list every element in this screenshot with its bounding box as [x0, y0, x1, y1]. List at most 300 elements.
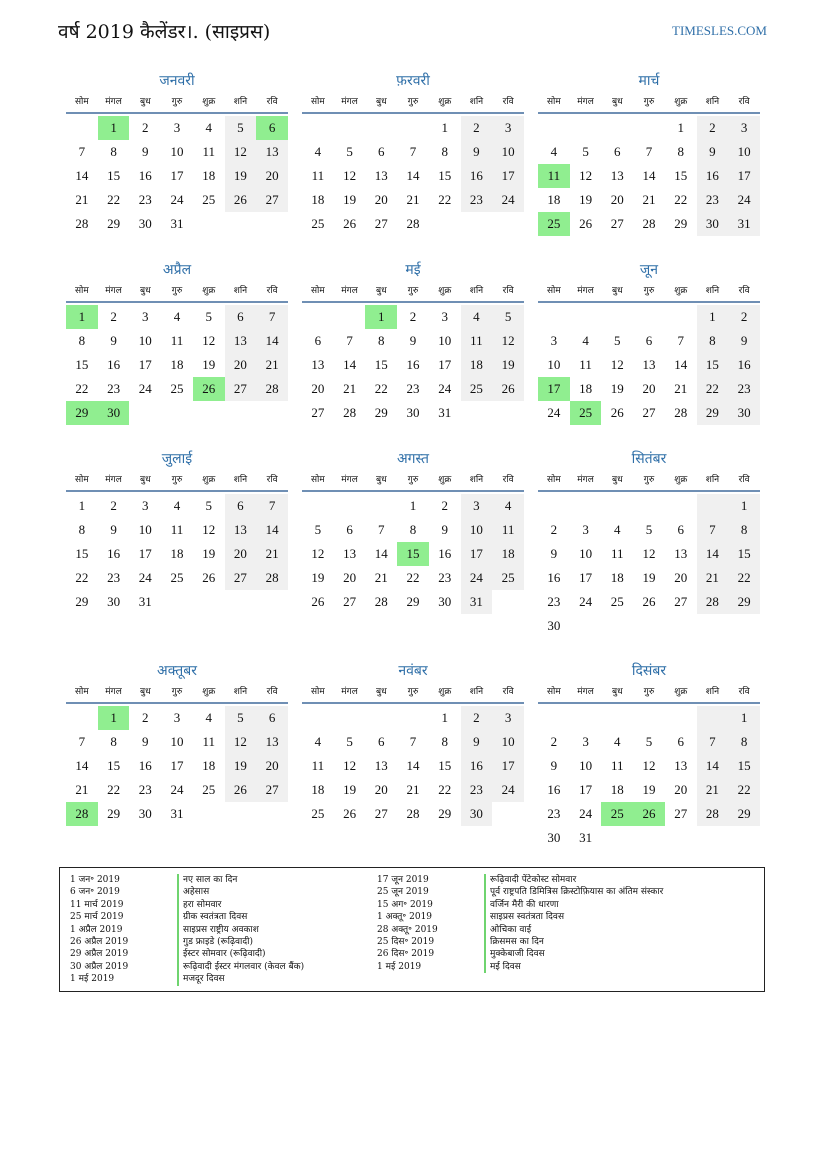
day-cell: 21	[343, 381, 357, 396]
day-cell: 9	[441, 522, 448, 537]
day-cell: 12	[225, 140, 257, 164]
day-cell: 3	[582, 734, 589, 749]
day-cell: 8	[697, 329, 729, 353]
day-cell: 23	[461, 778, 493, 802]
empty-cell	[633, 706, 665, 730]
day-grid	[538, 116, 760, 236]
day-cell: 11	[579, 357, 592, 372]
day-cell: 30	[138, 216, 152, 231]
empty-cell	[334, 706, 366, 730]
day-cell: 3	[173, 710, 181, 725]
legend-row	[70, 961, 304, 973]
day-cell: 25	[461, 377, 493, 401]
weekday-label: सोम	[74, 687, 89, 697]
day-cell: 11	[311, 758, 325, 773]
weekday-label: सोम	[310, 286, 325, 296]
weekday-label: मंगल	[341, 97, 358, 107]
holiday-day-cell: 30	[98, 401, 130, 425]
day-cell: 11	[461, 329, 493, 353]
day-cell: 30	[438, 594, 452, 609]
day-cell: 12	[225, 730, 257, 754]
day-cell: 18	[202, 168, 216, 183]
empty-cell	[302, 706, 334, 730]
month-block	[538, 448, 760, 638]
day-cell: 8	[441, 144, 448, 159]
empty-cell	[697, 706, 729, 730]
weekday-label: बुध	[611, 687, 623, 697]
day-cell: 1	[728, 706, 760, 730]
weekday-label: गुरु	[171, 475, 183, 485]
holiday-day-cell: 1	[365, 305, 397, 329]
day-cell: 12	[642, 546, 656, 561]
day-cell: 5	[225, 706, 257, 730]
day-cell: 23	[138, 192, 152, 207]
day-cell: 27	[674, 594, 688, 609]
weekday-label: शनि	[233, 97, 248, 107]
legend-holiday-name: साइप्रस राष्ट्रीय अवकाश	[177, 924, 259, 936]
day-cell: 22	[728, 778, 760, 802]
day-cell: 7	[697, 730, 729, 754]
day-cell: 11	[611, 758, 624, 773]
day-cell: 22	[107, 192, 121, 207]
day-cell: 4	[205, 710, 212, 725]
day-cell: 15	[75, 546, 89, 561]
day-cell: 30	[547, 830, 561, 845]
site-link[interactable]: TIMESLES.COM	[672, 23, 767, 38]
weekday-label: रवि	[266, 286, 278, 296]
day-cell: 20	[610, 192, 624, 207]
weekday-label: रवि	[266, 97, 278, 107]
day-cell: 6	[314, 333, 322, 348]
day-cell: 13	[256, 730, 288, 754]
legend-row	[70, 948, 304, 960]
day-cell: 14	[674, 357, 688, 372]
day-cell: 23	[107, 570, 121, 585]
legend-date: 26 अप्रैल 2019	[70, 937, 129, 948]
day-cell: 2	[110, 498, 117, 513]
day-cell: 23	[728, 377, 760, 401]
day-cell: 6	[378, 144, 385, 159]
day-grid	[66, 116, 288, 236]
day-cell: 12	[343, 168, 357, 183]
legend-row	[70, 924, 304, 936]
day-cell: 10	[138, 333, 152, 348]
day-cell: 16	[107, 357, 121, 372]
empty-cell	[665, 305, 697, 329]
weekday-label: मंगल	[105, 475, 122, 485]
day-cell: 26	[492, 377, 524, 401]
day-cell: 7	[78, 734, 86, 749]
weekday-label: रवि	[266, 687, 278, 697]
day-cell: 7	[378, 522, 385, 537]
day-cell: 11	[311, 168, 325, 183]
day-cell: 8	[441, 734, 448, 749]
day-cell: 19	[225, 754, 257, 778]
day-cell: 28	[256, 377, 288, 401]
weekday-label: शनि	[705, 475, 720, 485]
day-cell: 3	[492, 706, 524, 730]
day-cell: 23	[697, 188, 729, 212]
day-cell: 1	[441, 120, 448, 135]
empty-cell	[334, 305, 366, 329]
day-cell: 24	[170, 192, 184, 207]
legend-holiday-name: हरा सोमवार	[177, 899, 221, 911]
day-cell: 9	[550, 758, 558, 773]
day-cell: 21	[642, 192, 656, 207]
day-grid	[538, 305, 760, 425]
day-cell: 24	[547, 405, 561, 420]
day-cell: 18	[202, 758, 216, 773]
weekday-label: शुक्र	[202, 97, 216, 107]
empty-cell	[601, 706, 633, 730]
month-block	[302, 70, 524, 236]
day-cell: 20	[225, 353, 257, 377]
day-cell: 24	[728, 188, 760, 212]
day-cell: 13	[642, 357, 656, 372]
day-cell: 20	[343, 570, 357, 585]
day-cell: 12	[311, 546, 325, 561]
day-cell: 23	[547, 594, 561, 609]
day-cell: 25	[492, 566, 524, 590]
day-cell: 11	[202, 734, 215, 749]
day-cell: 19	[225, 164, 257, 188]
day-cell: 13	[311, 357, 325, 372]
day-cell: 6	[614, 144, 621, 159]
weekday-label: गुरु	[643, 286, 655, 296]
day-cell: 8	[728, 730, 760, 754]
legend-holiday-name: ओचिका वाई	[484, 924, 531, 936]
day-cell: 23	[438, 570, 452, 585]
weekday-label: बुध	[375, 687, 387, 697]
month-block	[302, 660, 524, 826]
weekday-header	[66, 682, 288, 704]
day-cell: 29	[697, 401, 729, 425]
legend-row	[377, 874, 663, 886]
weekday-label: गुरु	[171, 286, 183, 296]
weekday-label: रवि	[502, 286, 514, 296]
day-cell: 13	[256, 140, 288, 164]
day-cell: 4	[314, 144, 322, 159]
day-cell: 3	[142, 498, 149, 513]
day-cell: 23	[461, 188, 493, 212]
day-cell: 30	[138, 806, 152, 821]
day-grid	[302, 116, 524, 236]
weekday-label: मंगल	[341, 286, 358, 296]
day-cell: 30	[406, 405, 420, 420]
day-cell: 15	[107, 758, 121, 773]
day-cell: 8	[78, 522, 86, 537]
month-block	[302, 448, 524, 614]
day-cell: 28	[697, 802, 729, 826]
day-cell: 29	[75, 594, 89, 609]
legend-holiday-name: अहेसास	[177, 886, 209, 898]
weekday-label: सोम	[546, 475, 561, 485]
month-name: जनवरी	[159, 73, 195, 89]
day-cell: 5	[582, 144, 589, 159]
weekday-label: शनि	[705, 286, 720, 296]
empty-cell	[302, 116, 334, 140]
day-cell: 1	[677, 120, 684, 135]
weekday-label: शनि	[233, 687, 248, 697]
day-cell: 18	[311, 782, 325, 797]
weekday-label: मंगल	[341, 475, 358, 485]
weekday-header	[66, 470, 288, 492]
day-cell: 1	[728, 494, 760, 518]
day-cell: 25	[202, 192, 216, 207]
day-cell: 21	[406, 192, 420, 207]
day-cell: 29	[107, 806, 121, 821]
day-cell: 18	[579, 381, 593, 396]
day-cell: 23	[547, 806, 561, 821]
day-cell: 12	[202, 333, 216, 348]
day-cell: 24	[492, 188, 524, 212]
day-cell: 30	[697, 212, 729, 236]
day-cell: 17	[170, 168, 184, 183]
day-cell: 13	[225, 518, 257, 542]
day-cell: 14	[406, 168, 420, 183]
weekday-label: रवि	[738, 286, 750, 296]
day-cell: 12	[610, 357, 624, 372]
day-cell: 29	[438, 806, 452, 821]
weekday-label: शनि	[705, 97, 720, 107]
day-cell: 3	[728, 116, 760, 140]
day-cell: 29	[728, 802, 760, 826]
day-cell: 19	[642, 570, 656, 585]
legend-row	[70, 899, 304, 911]
day-cell: 31	[728, 212, 760, 236]
day-cell: 6	[677, 522, 684, 537]
day-cell: 30	[728, 401, 760, 425]
day-cell: 27	[256, 778, 288, 802]
day-cell: 21	[697, 778, 729, 802]
weekday-label: गुरु	[407, 286, 419, 296]
day-cell: 23	[138, 782, 152, 797]
day-cell: 10	[728, 140, 760, 164]
legend-holiday-name: रूढ़िवादी पेंटेकोस्ट सोमवार	[484, 874, 576, 886]
day-cell: 2	[142, 710, 149, 725]
empty-cell	[633, 305, 665, 329]
empty-cell	[538, 706, 570, 730]
day-cell: 21	[256, 542, 288, 566]
day-cell: 17	[728, 164, 760, 188]
day-cell: 6	[225, 305, 257, 329]
weekday-label: शुक्र	[438, 97, 452, 107]
holiday-day-cell: 17	[538, 377, 570, 401]
day-grid	[302, 494, 524, 614]
day-cell: 4	[550, 144, 558, 159]
day-cell: 16	[461, 164, 493, 188]
day-cell: 22	[438, 782, 452, 797]
month-name: जून	[639, 262, 659, 278]
day-cell: 17	[438, 357, 452, 372]
day-cell: 20	[256, 164, 288, 188]
day-cell: 20	[311, 381, 325, 396]
day-cell: 21	[75, 192, 89, 207]
day-cell: 29	[674, 216, 688, 231]
day-cell: 22	[728, 566, 760, 590]
day-cell: 26	[311, 594, 325, 609]
day-cell: 9	[110, 522, 117, 537]
legend-row	[377, 936, 663, 948]
day-cell: 10	[547, 357, 561, 372]
day-cell: 8	[378, 333, 385, 348]
weekday-label: शुक्र	[674, 687, 688, 697]
day-cell: 3	[461, 494, 493, 518]
legend-holiday-name: मई दिवस	[484, 961, 521, 973]
day-cell: 11	[202, 144, 215, 159]
weekday-label: गुरु	[407, 687, 419, 697]
weekday-label: शुक्र	[202, 687, 216, 697]
day-cell: 10	[438, 333, 452, 348]
empty-cell	[570, 494, 602, 518]
day-cell: 20	[674, 570, 688, 585]
day-cell: 14	[642, 168, 656, 183]
weekday-label: मंगल	[105, 286, 122, 296]
holiday-day-cell: 29	[66, 401, 98, 425]
weekday-label: बुध	[375, 97, 387, 107]
day-cell: 13	[674, 758, 688, 773]
day-cell: 10	[579, 758, 593, 773]
day-cell: 6	[346, 522, 353, 537]
legend-holiday-name: मजदूर दिवस	[177, 973, 225, 985]
legend-date: 29 अप्रैल 2019	[70, 949, 129, 960]
day-cell: 18	[610, 570, 624, 585]
day-cell: 25	[311, 806, 325, 821]
day-cell: 15	[374, 357, 388, 372]
day-cell: 2	[728, 305, 760, 329]
day-cell: 5	[614, 333, 621, 348]
day-cell: 24	[138, 381, 152, 396]
day-cell: 19	[343, 192, 357, 207]
day-cell: 10	[492, 140, 524, 164]
day-cell: 4	[314, 734, 322, 749]
day-cell: 23	[107, 381, 121, 396]
day-cell: 6	[378, 734, 385, 749]
empty-cell	[397, 116, 429, 140]
day-cell: 20	[225, 542, 257, 566]
weekday-label: शनि	[469, 286, 484, 296]
day-cell: 30	[461, 802, 493, 826]
day-cell: 18	[170, 546, 184, 561]
legend-date: 25 मार्च 2019	[70, 912, 124, 923]
day-cell: 25	[170, 381, 184, 396]
day-cell: 1	[409, 498, 417, 513]
weekday-label: बुध	[611, 286, 623, 296]
day-cell: 26	[579, 216, 593, 231]
holiday-day-cell: 26	[633, 802, 665, 826]
day-cell: 28	[343, 405, 357, 420]
day-cell: 16	[438, 546, 452, 561]
day-cell: 5	[346, 144, 353, 159]
day-cell: 27	[610, 216, 624, 231]
legend-date: 30 अप्रैल 2019	[70, 961, 129, 972]
weekday-label: शनि	[233, 286, 248, 296]
weekday-header	[302, 92, 524, 114]
day-cell: 3	[142, 309, 149, 324]
weekday-label: गुरु	[171, 687, 183, 697]
day-cell: 6	[645, 333, 653, 348]
empty-cell	[66, 706, 98, 730]
weekday-label: रवि	[738, 97, 750, 107]
day-cell: 2	[110, 309, 117, 324]
day-grid	[66, 494, 288, 614]
weekday-label: बुध	[139, 286, 151, 296]
day-cell: 8	[409, 522, 417, 537]
day-cell: 27	[343, 594, 357, 609]
weekday-label: रवि	[502, 687, 514, 697]
day-cell: 4	[614, 734, 621, 749]
weekday-label: शुक्र	[202, 286, 216, 296]
day-cell: 4	[492, 494, 524, 518]
day-cell: 1	[441, 710, 448, 725]
day-cell: 24	[579, 806, 593, 821]
day-cell: 4	[582, 333, 589, 348]
day-cell: 14	[256, 329, 288, 353]
day-cell: 6	[225, 494, 257, 518]
day-cell: 24	[170, 782, 184, 797]
weekday-label: शुक्र	[438, 687, 452, 697]
day-cell: 11	[492, 518, 524, 542]
day-cell: 9	[461, 730, 493, 754]
month-name: मई	[405, 262, 421, 278]
weekday-label: बुध	[139, 687, 151, 697]
day-cell: 19	[642, 782, 656, 797]
day-cell: 4	[173, 498, 181, 513]
day-cell: 25	[202, 782, 216, 797]
day-cell: 13	[374, 758, 388, 773]
day-cell: 7	[645, 144, 653, 159]
day-cell: 13	[225, 329, 257, 353]
holiday-day-cell: 25	[570, 401, 602, 425]
day-cell: 5	[645, 734, 653, 749]
day-cell: 15	[75, 357, 89, 372]
weekday-label: रवि	[738, 687, 750, 697]
day-cell: 28	[697, 590, 729, 614]
day-cell: 3	[173, 120, 181, 135]
day-cell: 8	[110, 144, 117, 159]
day-cell: 17	[492, 754, 524, 778]
day-cell: 13	[610, 168, 624, 183]
day-cell: 1	[697, 305, 729, 329]
day-cell: 9	[697, 140, 729, 164]
month-block	[66, 259, 288, 425]
day-cell: 31	[170, 216, 184, 231]
month-block	[538, 660, 760, 850]
empty-cell	[365, 706, 397, 730]
day-cell: 18	[311, 192, 325, 207]
day-cell: 20	[674, 782, 688, 797]
weekday-label: सोम	[310, 97, 325, 107]
legend-holiday-name: रूढ़िवादी ईस्टर मंगलवार (केवल बैंक)	[177, 961, 304, 973]
day-cell: 18	[170, 357, 184, 372]
day-cell: 9	[110, 333, 117, 348]
weekday-label: सोम	[310, 687, 325, 697]
day-cell: 18	[610, 782, 624, 797]
day-cell: 14	[406, 758, 420, 773]
day-cell: 27	[374, 806, 388, 821]
day-cell: 11	[170, 522, 184, 537]
legend-date: 1 मई 2019	[70, 974, 115, 985]
month-name: मार्च	[638, 73, 660, 89]
weekday-label: सोम	[310, 475, 325, 485]
day-grid	[302, 706, 524, 826]
day-cell: 15	[438, 168, 452, 183]
weekday-header	[538, 470, 760, 492]
day-cell: 29	[374, 405, 388, 420]
day-cell: 16	[728, 353, 760, 377]
day-cell: 19	[311, 570, 325, 585]
day-cell: 12	[492, 329, 524, 353]
